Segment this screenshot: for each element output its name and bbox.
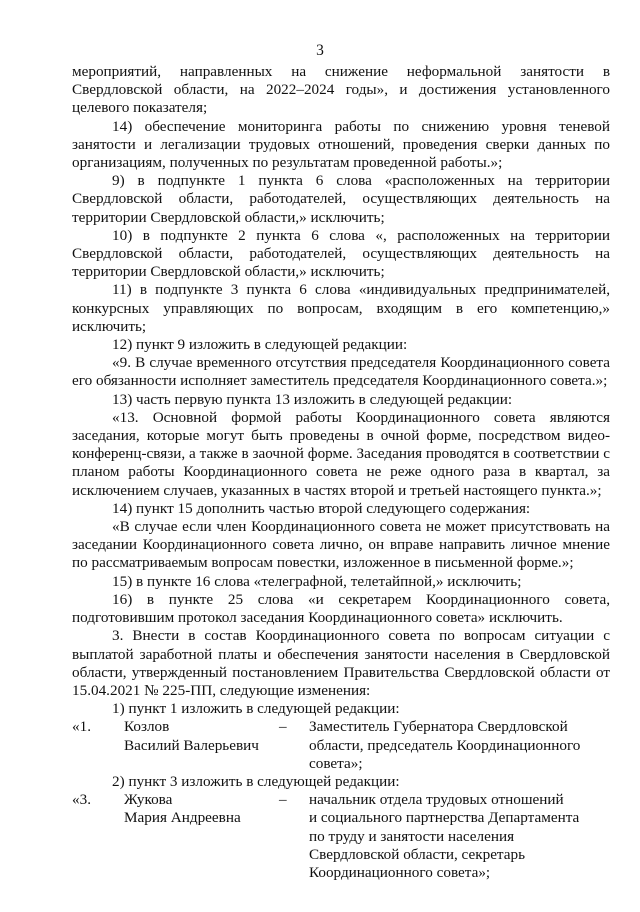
member-name <box>124 718 279 773</box>
member-dash: – <box>279 718 287 736</box>
paragraph-subitem-1: 1) пункт 1 изложить в следующей редакции: <box>112 700 400 718</box>
member-name <box>124 791 279 882</box>
member-number: «1. <box>72 718 91 736</box>
paragraph-item-9: 9) в подпункте 1 пункта 6 слова «расположенных на территории Свердловской области, работодателей, осуществляющих деятельность на территории Свердловской области,» исключить; <box>72 172 610 226</box>
member-number: «3. <box>72 791 91 809</box>
paragraph-subitem-2: 2) пункт 3 изложить в следующей редакции: <box>112 772 400 790</box>
member-given-names: Мария Андреевна <box>124 809 241 827</box>
paragraph-continuation: мероприятий, направленных на снижение неформальной занятости в Свердловской области, на 2022–2024 годы», и достижения установленного целевого показателя; <box>72 63 610 117</box>
page-number: 3 <box>316 42 324 59</box>
paragraph-item-14: 14) обеспечение мониторинга работы по снижению уровня теневой занятости и легализации трудовых отношений, проведения сверки данных по организациям, полученных по результатам проведенной работы.»; <box>72 117 610 172</box>
member-given-names: Василий Валерьевич <box>124 736 259 754</box>
paragraph-item-14b: 14) пункт 15 дополнить частью второй следующего содержания: <box>112 499 531 517</box>
paragraph-item-10: 10) в подпункте 2 пункта 6 слова «, расположенных на территории Свердловской области, работодателей, осуществляющих деятельность на территории Свердловской области,» исключить; <box>72 226 610 281</box>
member-row-3 <box>72 791 610 882</box>
member-surname: Козлов <box>124 718 170 736</box>
position-line: начальник отдела трудовых отношений <box>309 791 564 809</box>
paragraph-item-11: 11) в подпункте 3 пункта 6 слова «индивидуальных предпринимателей, конкурсных управляющих по вопросам, входящим в его компетенцию,» исключить; <box>72 281 610 335</box>
position-line: области, председатель Координационного <box>309 736 581 754</box>
member-row-1 <box>72 718 610 773</box>
position-line: совета»; <box>309 754 363 772</box>
paragraph-quote-9: «9. В случае временного отсутствия председателя Координационного совета его обязанности исполняет заместитель председателя Координационного совета.»; <box>72 354 610 390</box>
member-dash: – <box>279 791 287 809</box>
member-position <box>309 718 610 773</box>
paragraph-quote-15: «В случае если член Координационного совета не может присутствовать на заседании Координационного совета лично, он вправе направить личное мнение по рассматриваемым вопросам повестки, изложенное в письменной форме.»; <box>72 518 610 572</box>
paragraph-section-3: 3. Внести в состав Координационного совета по вопросам ситуации с выплатой заработной платы и обеспечения занятости населения в Свердловской области, утвержденный постановлением Правительства Свердловской области от 15.04.2021 № 225-ПП, следующие изменения: <box>72 627 610 699</box>
document-body <box>72 63 610 882</box>
paragraph-quote-13: «13. Основной формой работы Координационного совета являются заседания, которые могут быть проведены в очной форме, посредством видео-конференц-связи, а также в заочной форме. Заседания проводятся в соответствии с планом работы Координационного совета не реже одного раза в квартал, за исключением случаев, указанных в частях второй и третьей настоящего пункта.»; <box>72 408 610 499</box>
position-line: и социального партнерства Департамента <box>309 809 580 827</box>
paragraph-item-15: 15) в пункте 16 слова «телеграфной, телетайпной,» исключить; <box>112 572 522 590</box>
paragraph-item-16: 16) в пункте 25 слова «и секретарем Координационного совета, подготовившим протокол заседания Координационного совета» исключить. <box>72 590 610 627</box>
paragraph-item-13: 13) часть первую пункта 13 изложить в следующей редакции: <box>112 390 513 408</box>
position-line: Координационного совета»; <box>309 863 491 881</box>
position-line: по труду и занятости населения <box>309 827 515 845</box>
paragraph-item-12: 12) пункт 9 изложить в следующей редакции: <box>112 336 408 354</box>
position-line: Заместитель Губернатора Свердловской <box>309 718 568 736</box>
member-surname: Жукова <box>124 791 173 809</box>
member-position <box>309 791 610 882</box>
position-line: Свердловской области, секретарь <box>309 845 526 863</box>
